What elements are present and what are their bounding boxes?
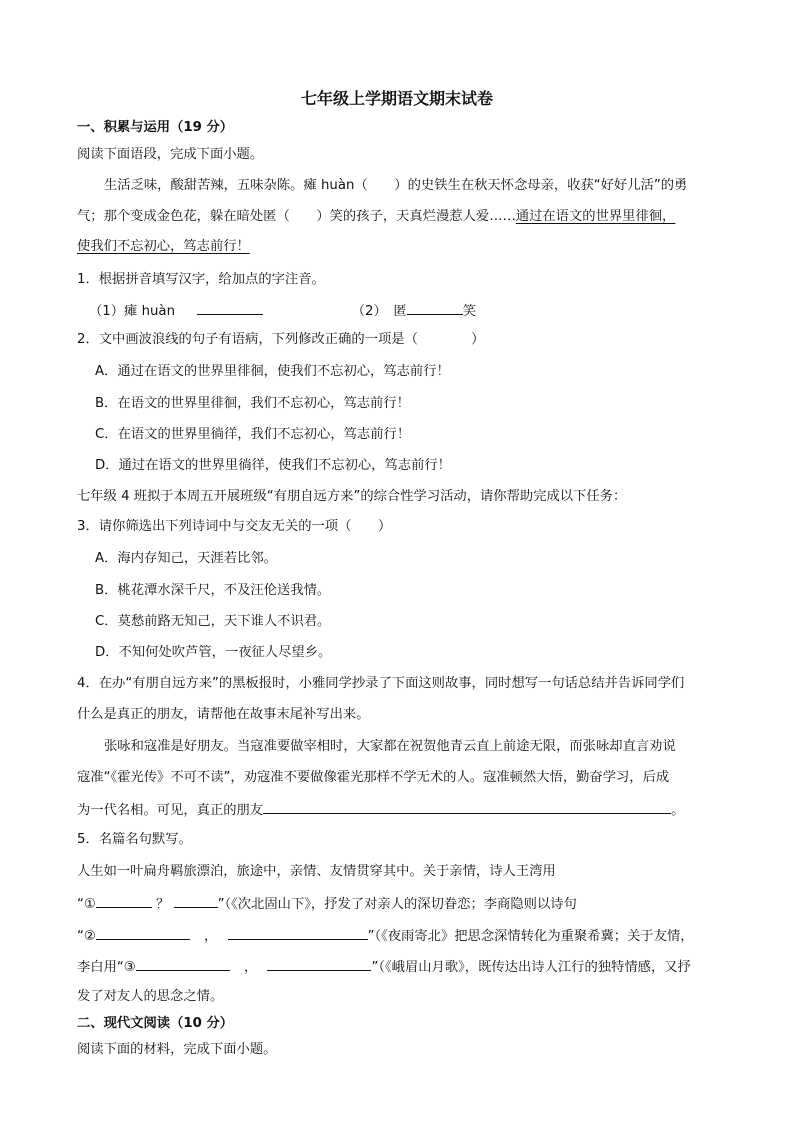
- story-line-3-end: 。: [671, 803, 685, 818]
- question-5: 5．名篇名句默写。: [77, 832, 192, 847]
- q5-line-1: 人生如一叶扁舟羁旅漂泊，旅途中，亲情、友情贯穿其中。关于亲情，诗人王湾用: [77, 864, 556, 879]
- question-4-line-2: 什么是真正的朋友，请帮他在故事末尾补写出来。: [77, 707, 370, 722]
- activity-intro: 七年级 4 班拟于本周五开展班级“有朋自远方来”的综合性学习活动，请你帮助完成以下任务：: [77, 489, 627, 504]
- q1-item-2-after: 笑: [462, 304, 477, 319]
- q3-option-b[interactable]: B．桃花潭水深千尺，不及汪伦送我情。: [95, 583, 331, 598]
- q1-item-1-label: （1）瘫 huàn: [89, 304, 176, 319]
- q1-item-2-label: （2） 匿: [351, 304, 407, 319]
- q5-blank-2a[interactable]: [96, 925, 190, 940]
- q4-answer-blank[interactable]: [263, 799, 671, 814]
- q5-blank-1a[interactable]: [96, 893, 152, 908]
- q5-blank-3b[interactable]: [267, 956, 371, 971]
- passage-1-line-2-text: 气；那个变成金色花，躲在暗处匿（ ）笑的孩子，天真烂漫惹人爱……: [77, 209, 516, 224]
- question-3: 3．请你筛选出下列诗词中与交友无关的一项（ ）: [77, 519, 392, 534]
- q5-blank-3a[interactable]: [136, 956, 230, 971]
- q5-line-3: [77, 925, 694, 947]
- q5-comma-2: ，: [204, 929, 218, 944]
- q5-line-5: 发了对友人的思念之情。: [77, 989, 224, 1004]
- q5-line-3-rest: ”（《夜雨寄北》把思念深情转化为重聚希冀；关于友情，: [367, 929, 694, 944]
- story-line-3-text: 为一代名相。可见，真正的朋友: [77, 803, 264, 818]
- exam-title: 七年级上学期语文期末试卷: [300, 89, 493, 108]
- story-line-3: [77, 799, 684, 821]
- passage-1-line-2: [77, 207, 675, 227]
- q2-option-c[interactable]: C．在语文的世界里徜徉，我们不忘初心，笃志前行！: [95, 427, 411, 442]
- q5-line-2-rest: ”（《次北固山下》，抒发了对亲人的深切眷恋；李商隐则以诗句: [217, 897, 577, 912]
- q5-line-4: [77, 956, 691, 978]
- q3-option-d[interactable]: D．不知何处吹芦管，一夜征人尽望乡。: [95, 645, 332, 660]
- intro-2: 阅读下面的材料，完成下面小题。: [77, 1042, 277, 1057]
- q5-line-2: [77, 893, 577, 915]
- q5-blank-1-open: “①: [77, 897, 96, 912]
- wavy-underlined-sentence-part-2: 使我们不忘初心，笃志前行！: [77, 239, 250, 254]
- q5-blank-3-open: 李白用“③: [77, 960, 136, 975]
- question-1: 1．根据拼音填写汉字，给加点的字注音。: [77, 272, 325, 287]
- story-line-1: 张咏和寇准是好朋友。当寇准要做宰相时，大家都在祝贺他青云直上前途无限，而张咏却直言劝说: [104, 739, 676, 754]
- passage-1-line-1: 生活乏味，酸甜苦辣，五味杂陈。瘫 huàn（ ）的史铁生在秋天怀念母亲，收获“好好儿活”的勇: [104, 178, 688, 193]
- wavy-underlined-sentence-part-1: 通过在语文的世界里徘徊，: [515, 209, 676, 224]
- q5-blank-2b[interactable]: [228, 925, 368, 940]
- q1-item-2-blank[interactable]: [407, 300, 463, 315]
- question-1-items: [89, 300, 476, 322]
- question-2: 2．文中画波浪线的句子有语病，下列修改正确的一项是（ ）: [77, 332, 485, 347]
- section-1-heading: 一、积累与运用（19 分）: [77, 120, 234, 135]
- q5-blank-2-open: “②: [77, 929, 96, 944]
- q5-blank-1b[interactable]: [174, 893, 218, 908]
- q1-item-1-blank[interactable]: [197, 300, 263, 315]
- q2-option-a[interactable]: A．通过在语文的世界里徘徊，使我们不忘初心，笃志前行！: [95, 364, 450, 379]
- question-4-line-1: 4．在办“有朋自远方来”的黑板报时，小雅同学抄录了下面这则故事，同时想写一句话总结并告诉同学们: [77, 676, 685, 691]
- section-2-heading: 二、现代文阅读（10 分）: [77, 1016, 234, 1031]
- intro-1: 阅读下面语段，完成下面小题。: [77, 147, 264, 162]
- q5-comma-3: ，: [243, 960, 258, 975]
- q3-option-a[interactable]: A．海内存知己，天涯若比邻。: [95, 551, 277, 566]
- q2-option-d[interactable]: D．通过在语文的世界里徜徉，使我们不忘初心，笃志前行！: [95, 458, 451, 473]
- story-line-2: 寇准“《霍光传》不可不读”，劝寇准不要做像霍光那样不学无术的人。寇准顿然大悟，勤奋学习，后成: [77, 770, 670, 785]
- q5-line-4-rest: ”（《峨眉山月歌》，既传达出诗人江行的独特情感，又抒: [371, 960, 691, 975]
- q2-option-b[interactable]: B．在语文的世界里徘徊，我们不忘初心，笃志前行！: [95, 396, 410, 411]
- q5-question-mark: ？: [156, 897, 170, 912]
- q3-option-c[interactable]: C．莫愁前路无知己，天下谁人不识君。: [95, 614, 331, 629]
